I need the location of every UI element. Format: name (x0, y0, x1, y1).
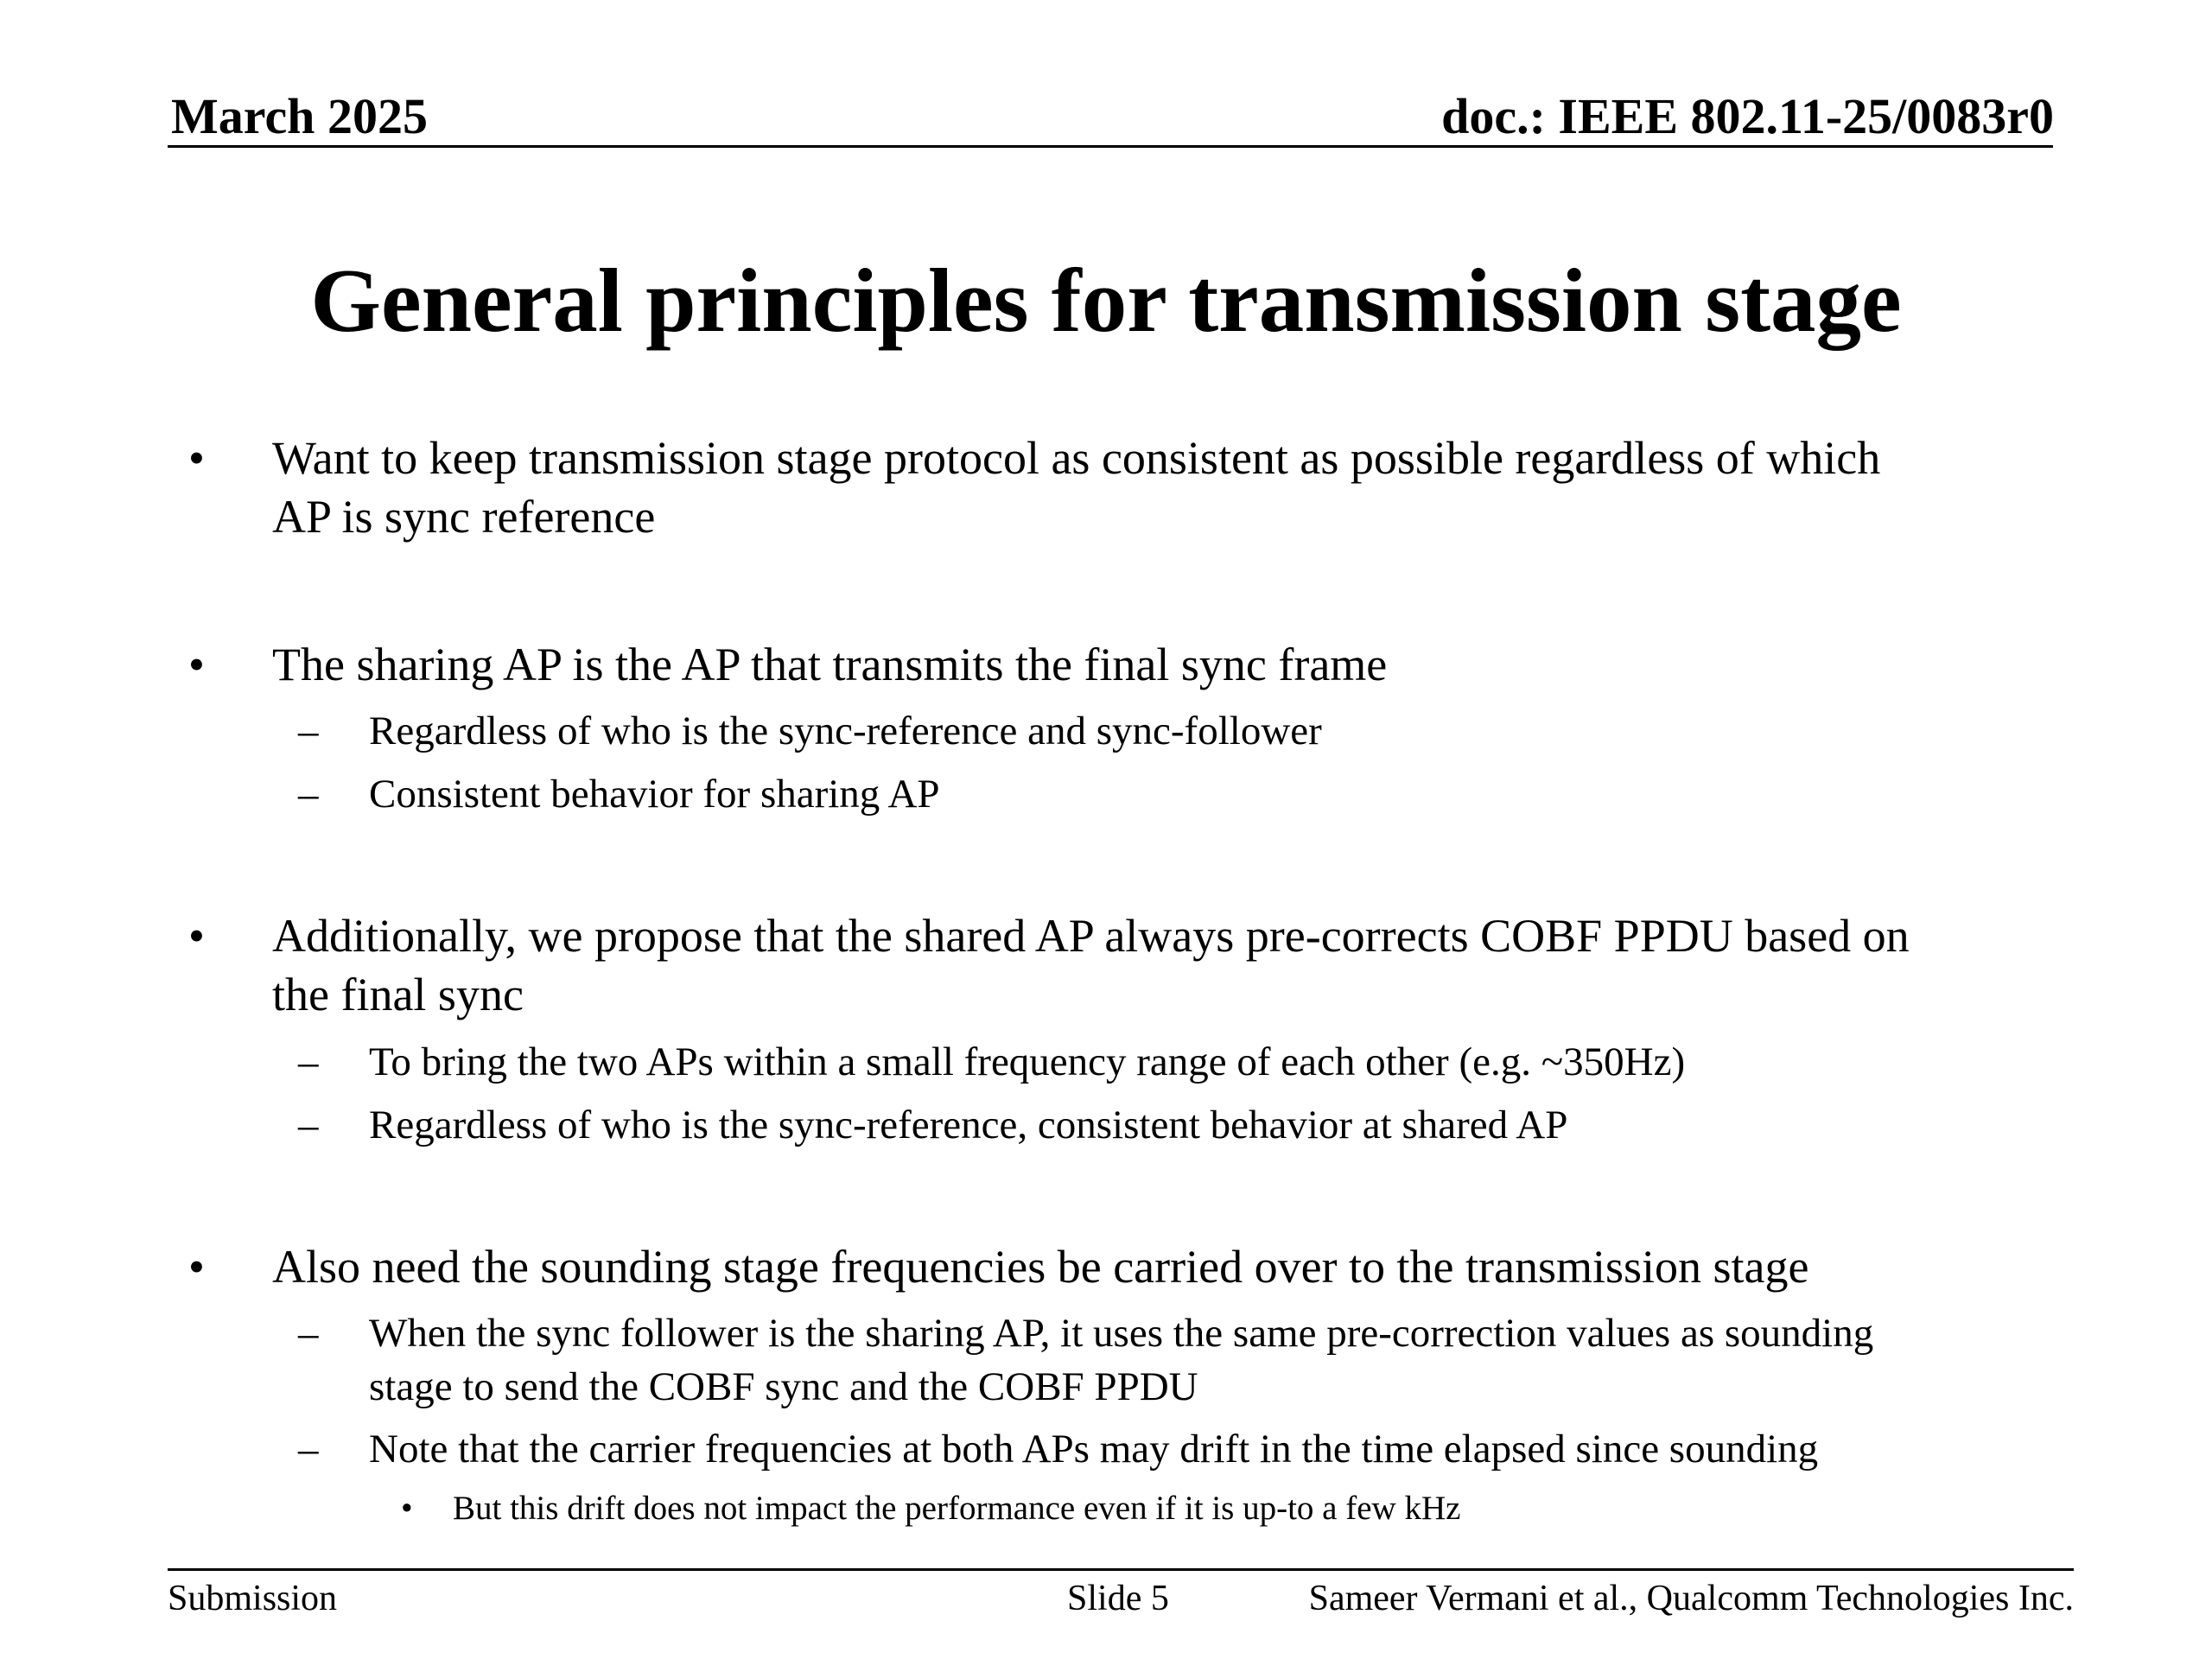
bullet-4-sub-1-line-2: stage to send the COBF sync and the COBF PPDU (369, 1364, 1198, 1409)
sub-bullet-marker: – (298, 1427, 319, 1471)
sub-bullet-marker: – (298, 1103, 319, 1147)
bullet-marker: • (188, 1241, 205, 1293)
bullet-marker: • (188, 910, 205, 962)
header-divider (168, 145, 2053, 148)
footer-divider (168, 1568, 2074, 1571)
bullet-2-sub-2: Consistent behavior for sharing AP (369, 772, 940, 817)
sub-bullet-marker: – (298, 1311, 319, 1356)
bullet-3-line-1: Additionally, we propose that the shared AP always pre-corrects COBF PPDU based on (272, 910, 1910, 962)
header-date: March 2025 (171, 88, 428, 144)
header-doc-id: doc.: IEEE 802.11-25/0083r0 (1441, 88, 2054, 144)
bullet-4-sub-2: Note that the carrier frequencies at both APs may drift in the time elapsed since sounding (369, 1427, 1819, 1471)
bullet-1-line-2: AP is sync reference (272, 491, 656, 543)
footer-submission: Submission (168, 1579, 338, 1618)
footer-authors: Sameer Vermani et al., Qualcomm Technologies Inc. (1308, 1579, 2074, 1618)
slide-title: General principles for transmission stage (310, 250, 1902, 351)
bullet-marker: • (188, 639, 205, 690)
bullet-marker: • (188, 432, 205, 484)
sub-bullet-marker: – (298, 1039, 319, 1084)
bullet-3-sub-2: Regardless of who is the sync-reference, consistent behavior at shared AP (369, 1103, 1568, 1147)
sub-sub-bullet-marker: • (401, 1490, 413, 1527)
bullet-4-text: Also need the sounding stage frequencies be carried over to the transmission stage (272, 1241, 1809, 1293)
bullet-4-sub-2-sub-1: But this drift does not impact the performance even if it is up-to a few kHz (453, 1490, 1461, 1527)
sub-bullet-marker: – (298, 772, 319, 817)
bullet-1-line-1: Want to keep transmission stage protocol as consistent as possible regardless of which (272, 432, 1881, 484)
footer-slide-number: Slide 5 (1067, 1579, 1169, 1618)
bullet-2-text: The sharing AP is the AP that transmits the final sync frame (272, 639, 1388, 690)
bullet-2-sub-1: Regardless of who is the sync-reference and sync-follower (369, 709, 1322, 753)
sub-bullet-marker: – (298, 709, 319, 753)
bullet-3-line-2: the final sync (272, 969, 524, 1020)
bullet-3-sub-1: To bring the two APs within a small frequency range of each other (e.g. ~350Hz) (369, 1039, 1686, 1084)
bullet-4-sub-1-line-1: When the sync follower is the sharing AP, it uses the same pre-correction values as sounding (369, 1311, 1874, 1356)
